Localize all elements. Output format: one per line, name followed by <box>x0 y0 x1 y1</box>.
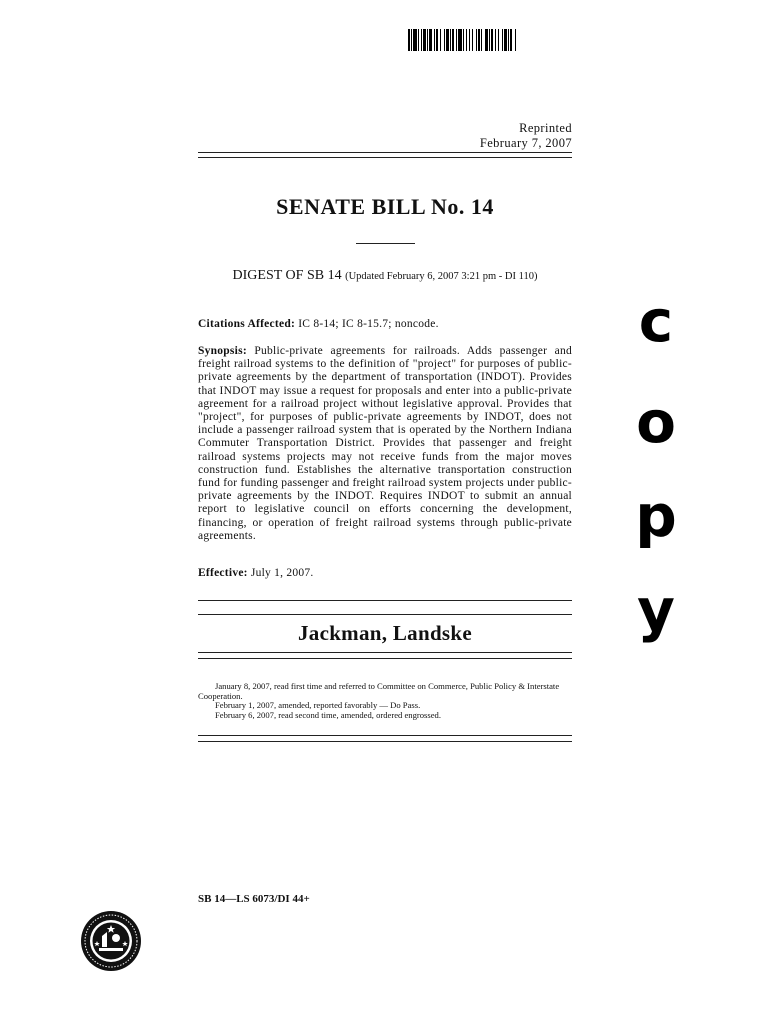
divider <box>198 152 572 153</box>
title-dash <box>356 243 415 244</box>
effective-date <box>198 567 572 580</box>
bill-footer: SB 14—LS 6073/DI 44+ <box>198 893 310 905</box>
divider <box>198 600 572 601</box>
digest-main: DIGEST OF SB 14 <box>232 268 342 283</box>
synopsis-label: Synopsis: <box>198 345 247 357</box>
state-seal-icon <box>80 910 142 972</box>
watermark-letter-p: p <box>635 482 677 550</box>
barcode-icon <box>408 29 589 51</box>
watermark-letter-y: y <box>637 576 675 644</box>
bill-title: SENATE BILL No. 14 <box>276 194 494 219</box>
watermark-letter-c: c <box>638 287 674 355</box>
reprinted-label: Reprinted <box>519 121 572 135</box>
reprint-notice <box>480 121 572 151</box>
history-entry: January 8, 2007, read first time and referred to Committee on Commerce, Public Policy & Interstate Cooperation. <box>198 681 560 701</box>
divider <box>198 157 572 158</box>
divider <box>198 741 572 742</box>
effective-text: July 1, 2007. <box>250 567 314 579</box>
reprinted-date: February 7, 2007 <box>479 136 572 150</box>
citations-label: Citations Affected: <box>198 318 296 330</box>
legislative-history <box>198 682 572 720</box>
divider <box>198 614 572 615</box>
synopsis-text: Public-private agreements for railroads. Adds passenger and freight railroad systems to the definition of "project" for purposes of public-private agreements by the department of transportation (INDOT). Provides that INDOT may issue a request for proposals and enter into a public-private agreement for a railroad project without legislative approval. Provides that "project", for purposes of public-private agreements by INDOT, does not include a passenger railroad system that is operated by the Northern Indiana Commuter Transportation District. Provides that passenger and freight railroad systems projects may not receive funds from the major moves construction fund. Establishes the alternative transportation construction fund for funding passenger and freight railroad system projects under public-private agreements by the INDOT. Requires INDOT to submit an annual report to legislative council on efforts concerning the development, financing, or operation of freight railroad systems through public-private agreements. <box>198 345 573 542</box>
citations-affected <box>198 318 572 331</box>
effective-label: Effective: <box>198 567 248 579</box>
history-entry: February 1, 2007, amended, reported favorably — Do Pass. <box>215 700 421 711</box>
history-entry: February 6, 2007, read second time, amended, ordered engrossed. <box>215 709 441 720</box>
divider <box>198 652 572 653</box>
watermark-letter-o: o <box>636 388 676 456</box>
bill-sponsors: Jackman, Landske <box>297 621 472 645</box>
divider <box>198 658 572 659</box>
divider <box>198 735 572 736</box>
synopsis <box>198 345 572 543</box>
citations-text: IC 8-14; IC 8-15.7; noncode. <box>298 318 439 330</box>
digest-heading <box>198 268 572 284</box>
digest-updated: (Updated February 6, 2007 3:21 pm - DI 110) <box>345 271 538 282</box>
